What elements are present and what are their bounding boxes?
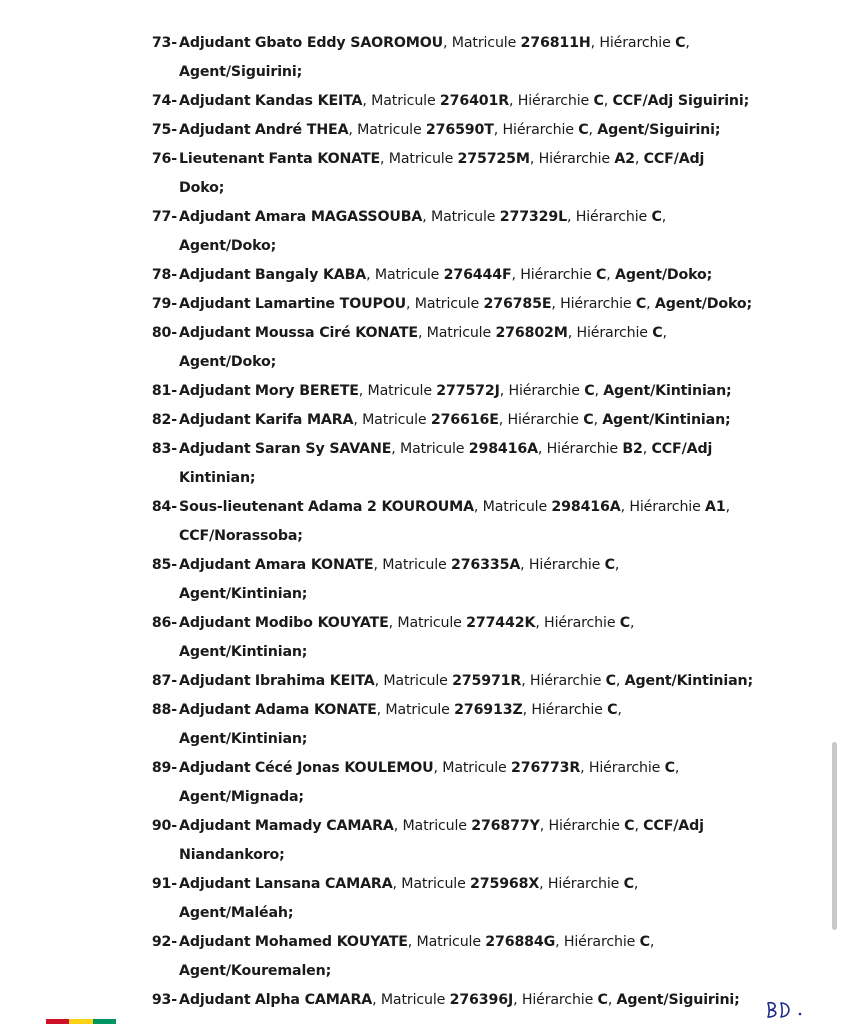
entry-matricule: 276877Y [471,818,540,834]
list-item [150,609,790,667]
entry-text: Lieutenant Fanta KONATE, Matricule 275725M, Hiérarchie A2, CCF/Adj Doko; [177,145,790,203]
matricule-label: Matricule [383,673,448,689]
entry-number: 92- [151,934,177,950]
entry-poste-continued: Kintinian; [179,470,256,486]
entry-grade: Adjudant [179,992,251,1008]
entry-poste: Agent/Kintinian; [179,731,308,747]
matricule-label: Matricule [430,209,496,225]
entry-hierarchie: C [605,673,616,689]
matricule-label: Matricule [442,760,507,776]
entry-text: Adjudant Karifa MARA, Matricule 276616E, Hiérarchie C, Agent/Kintinian; [179,412,731,428]
entry-poste: Agent/Doko; [654,296,753,312]
entry-poste-continued: Doko; [179,180,225,196]
list-item [150,145,790,203]
entry-text: Adjudant Alpha CAMARA, Matricule 276396J, Hiérarchie C, Agent/Siguirini; [179,992,740,1008]
list-item [150,377,790,406]
entry-text: Adjudant Cécé Jonas KOULEMOU, Matricule 276773R, Hiérarchie C, Agent/Mignada; [177,754,790,812]
entry-text: Adjudant Lamartine TOUPOU, Matricule 276785E, Hiérarchie C, Agent/Doko; [179,296,753,312]
list-item [150,754,790,812]
entry-grade: Adjudant [179,441,251,457]
entry-grade: Adjudant [179,615,251,631]
entry-hierarchie: C [593,93,604,109]
hierarchie-label: Hiérarchie [588,760,661,776]
entry-poste: Agent/Kintinian; [179,644,308,660]
hierarchie-label: Hiérarchie [521,992,594,1008]
hierarchie-label: Hiérarchie [575,209,648,225]
entry-number: 89- [151,760,177,776]
entry-grade: Adjudant [179,209,251,225]
entry-hierarchie: C [623,876,634,892]
entry-text: Adjudant Modibo KOUYATE, Matricule 277442K, Hiérarchie C, Agent/Kintinian; [177,609,790,667]
entry-text: Adjudant André THEA, Matricule 276590T, Hiérarchie C, Agent/Siguirini; [179,122,721,138]
entry-name: Alpha CAMARA [254,992,373,1008]
entry-matricule: 276335A [450,557,521,573]
list-item [150,928,790,986]
entry-hierarchie: C [624,818,635,834]
entry-text: Adjudant Bangaly KABA, Matricule 276444F, Hiérarchie C, Agent/Doko; [179,267,713,283]
entry-hierarchie: C [664,760,675,776]
entry-hierarchie: C [652,325,663,341]
entry-matricule: 276396J [449,992,514,1008]
entry-matricule: 276811H [520,35,591,51]
entry-poste: Agent/Kouremalen; [179,963,332,979]
entry-grade: Adjudant [179,122,251,138]
matricule-label: Matricule [401,876,466,892]
entry-poste: Agent/Kintinian; [179,586,308,602]
entry-text: Adjudant Kandas KEITA, Matricule 276401R, Hiérarchie C, CCF/Adj Siguirini; [179,93,750,109]
matricule-label: Matricule [399,441,465,457]
list-item [150,87,790,116]
personnel-list [150,29,790,1015]
entry-matricule: 298416A [551,499,621,515]
entry-grade: Adjudant [179,876,251,892]
entry-grade: Adjudant [179,760,251,776]
entry-poste: CCF/Adj [643,151,705,167]
entry-poste: CCF/Norassoba; [179,528,303,544]
entry-hierarchie: C [597,992,608,1008]
entry-name: Mamady CAMARA [254,818,394,834]
list-item [150,812,790,870]
entry-name: Bangaly KABA [254,267,367,283]
entry-number: 82- [151,412,177,428]
entry-text: Adjudant Lansana CAMARA, Matricule 275968X, Hiérarchie C, Agent/Maléah; [177,870,790,928]
entry-hierarchie: A1 [705,499,726,515]
list-item [150,435,790,493]
entry-matricule: 276590T [425,122,494,138]
hierarchie-label: Hiérarchie [563,934,636,950]
entry-number: 90- [151,818,177,834]
hierarchie-label: Hiérarchie [560,296,632,312]
hierarchie-label: Hiérarchie [544,615,616,631]
hierarchie-label: Hiérarchie [547,876,620,892]
entry-number: 86- [151,615,177,631]
entry-text: Adjudant Gbato Eddy SAOROMOU, Matricule 276811H, Hiérarchie C, Agent/Siguirini; [177,29,790,87]
entry-hierarchie: C [651,209,662,225]
list-item [150,116,790,145]
entry-poste: Agent/Doko; [614,267,713,283]
entry-poste: Agent/Kintinian; [603,383,732,399]
entry-name: Ibrahima KEITA [254,673,375,689]
entry-number: 73- [151,35,177,51]
scrollbar-thumb[interactable] [832,742,837,930]
entry-hierarchie: B2 [622,441,643,457]
entry-hierarchie: C [584,383,595,399]
matricule-label: Matricule [362,412,427,428]
entry-name: Cécé Jonas KOULEMOU [254,760,434,776]
matricule-label: Matricule [397,615,462,631]
entry-hierarchie: C [639,934,650,950]
entry-grade: Sous-lieutenant [179,499,304,515]
hierarchie-label: Hiérarchie [629,499,701,515]
entry-number: 78- [151,267,177,283]
list-item [150,261,790,290]
entry-grade: Adjudant [179,383,251,399]
entry-grade: Lieutenant [179,151,265,167]
matricule-label: Matricule [371,93,436,109]
matricule-label: Matricule [426,325,492,341]
entry-text: Adjudant Mamady CAMARA, Matricule 276877Y, Hiérarchie C, CCF/Adj Niandankoro; [177,812,790,870]
entry-matricule: 276913Z [454,702,523,718]
entry-matricule: 275968X [470,876,540,892]
hierarchie-label: Hiérarchie [507,412,579,428]
list-item [150,986,790,1015]
hierarchie-label: Hiérarchie [576,325,648,341]
matricule-label: Matricule [357,122,422,138]
entry-number: 77- [151,209,177,225]
entry-matricule: 275971R [452,673,522,689]
entry-hierarchie: C [635,296,647,312]
entry-poste: Agent/Doko; [179,354,277,370]
entry-name: Modibo KOUYATE [254,615,389,631]
entry-poste: Agent/Kintinian; [602,412,731,428]
entry-hierarchie: A2 [614,151,635,167]
entry-name: Lansana CAMARA [254,876,393,892]
entry-matricule: 276444F [443,267,512,283]
list-item [150,319,790,377]
entry-name: Amara MAGASSOUBA [254,209,423,225]
matricule-label: Matricule [451,35,517,51]
entry-name: Mory BERETE [254,383,359,399]
entry-hierarchie: C [675,35,686,51]
entry-name: Kandas KEITA [254,93,363,109]
entry-name: André THEA [254,122,349,138]
entry-hierarchie: C [595,267,607,283]
entry-hierarchie: C [578,122,589,138]
entry-name: Karifa MARA [254,412,354,428]
entry-grade: Adjudant [179,818,251,834]
entry-poste: CCF/Adj Siguirini; [612,93,750,109]
list-item [150,667,790,696]
entry-poste: CCF/Adj [643,818,704,834]
entry-grade: Adjudant [179,934,251,950]
entry-matricule: 277442K [466,615,536,631]
entry-number: 84- [151,499,177,515]
entry-matricule: 277572J [436,383,500,399]
matricule-label: Matricule [367,383,432,399]
matricule-label: Matricule [416,934,481,950]
entry-matricule: 276884G [485,934,556,950]
hierarchie-label: Hiérarchie [528,557,601,573]
entry-poste: Agent/Maléah; [179,905,294,921]
entry-name: Adama KONATE [254,702,377,718]
entry-poste: Agent/Siguirini; [597,122,721,138]
entry-text: Adjudant Amara MAGASSOUBA, Matricule 277329L, Hiérarchie C, Agent/Doko; [177,203,790,261]
entry-text: Adjudant Saran Sy SAVANE, Matricule 298416A, Hiérarchie B2, CCF/Adj Kintinian; [177,435,790,493]
matricule-label: Matricule [414,296,480,312]
entry-grade: Adjudant [179,673,251,689]
list-item [150,406,790,435]
hierarchie-label: Hiérarchie [546,441,619,457]
entry-name: Adama 2 KOUROUMA [307,499,474,515]
entry-matricule: 276401R [439,93,510,109]
entry-name: Fanta KONATE [268,151,381,167]
flag-red-stripe [46,1019,69,1024]
matricule-label: Matricule [380,992,446,1008]
entry-poste: Agent/Doko; [179,238,277,254]
entry-text: Adjudant Moussa Ciré KONATE, Matricule 276802M, Hiérarchie C, Agent/Doko; [177,319,790,377]
hierarchie-label: Hiérarchie [599,35,671,51]
entry-hierarchie: C [604,557,615,573]
entry-grade: Adjudant [179,93,251,109]
entry-grade: Adjudant [179,35,251,51]
entry-number: 75- [151,122,177,138]
entry-name: Gbato Eddy SAOROMOU [254,35,444,51]
entry-poste: CCF/Adj [651,441,713,457]
entry-poste: Agent/Siguirini; [616,992,740,1008]
entry-matricule: 275725M [457,151,530,167]
hierarchie-label: Hiérarchie [531,702,603,718]
entry-number: 81- [151,383,177,399]
entry-matricule: 298416A [468,441,538,457]
entry-text: Adjudant Adama KONATE, Matricule 276913Z, Hiérarchie C, Agent/Kintinian; [177,696,790,754]
entry-number: 87- [151,673,177,689]
entry-name: Saran Sy SAVANE [254,441,392,457]
matricule-label: Matricule [482,499,548,515]
matricule-label: Matricule [388,151,454,167]
entry-poste: Agent/Siguirini; [179,64,303,80]
entry-number: 91- [151,876,177,892]
entry-matricule: 277329L [499,209,567,225]
matricule-label: Matricule [402,818,467,834]
entry-number: 74- [151,93,177,109]
list-item [150,870,790,928]
entry-poste: Agent/Mignada; [179,789,304,805]
entry-number: 80- [151,325,177,341]
handwritten-initials [764,995,810,1021]
entry-number: 76- [151,151,177,167]
entry-number: 79- [151,296,177,312]
flag-yellow-stripe [69,1019,92,1024]
entry-name: Mohamed KOUYATE [254,934,408,950]
entry-name: Lamartine TOUPOU [254,296,407,312]
entry-matricule: 276785E [483,296,552,312]
entry-matricule: 276802M [495,325,568,341]
list-item [150,290,790,319]
entry-text: Adjudant Amara KONATE, Matricule 276335A, Hiérarchie C, Agent/Kintinian; [177,551,790,609]
matricule-label: Matricule [382,557,447,573]
entry-text: Adjudant Mohamed KOUYATE, Matricule 276884G, Hiérarchie C, Agent/Kouremalen; [177,928,790,986]
entry-number: 93- [151,992,177,1008]
entry-number: 88- [151,702,177,718]
entry-hierarchie: C [619,615,631,631]
entry-name: Amara KONATE [254,557,374,573]
list-item [150,29,790,87]
entry-poste-continued: Niandankoro; [179,847,285,863]
entry-number: 83- [151,441,177,457]
entry-grade: Adjudant [179,267,251,283]
entry-grade: Adjudant [179,412,251,428]
hierarchie-label: Hiérarchie [538,151,610,167]
entry-matricule: 276616E [430,412,499,428]
list-item [150,493,790,551]
entry-number: 85- [151,557,177,573]
hierarchie-label: Hiérarchie [548,818,620,834]
hierarchie-label: Hiérarchie [508,383,580,399]
hierarchie-label: Hiérarchie [502,122,574,138]
list-item [150,551,790,609]
list-item [150,696,790,754]
entry-text: Adjudant Ibrahima KEITA, Matricule 275971R, Hiérarchie C, Agent/Kintinian; [179,673,753,689]
list-item [150,203,790,261]
entry-hierarchie: C [607,702,618,718]
entry-text: Sous-lieutenant Adama 2 KOUROUMA, Matricule 298416A, Hiérarchie A1, CCF/Norassoba; [177,493,790,551]
hierarchie-label: Hiérarchie [517,93,590,109]
matricule-label: Matricule [385,702,450,718]
flag-green-stripe [93,1019,116,1024]
entry-text: Adjudant Mory BERETE, Matricule 277572J, Hiérarchie C, Agent/Kintinian; [179,383,732,399]
flag-stripe [46,1019,116,1024]
matricule-label: Matricule [374,267,440,283]
hierarchie-label: Hiérarchie [520,267,592,283]
entry-hierarchie: C [583,412,594,428]
entry-grade: Adjudant [179,557,251,573]
hierarchie-label: Hiérarchie [529,673,602,689]
entry-grade: Adjudant [179,296,251,312]
entry-grade: Adjudant [179,325,251,341]
entry-poste: Agent/Kintinian; [624,673,753,689]
entry-grade: Adjudant [179,702,251,718]
entry-matricule: 276773R [511,760,581,776]
entry-name: Moussa Ciré KONATE [254,325,418,341]
